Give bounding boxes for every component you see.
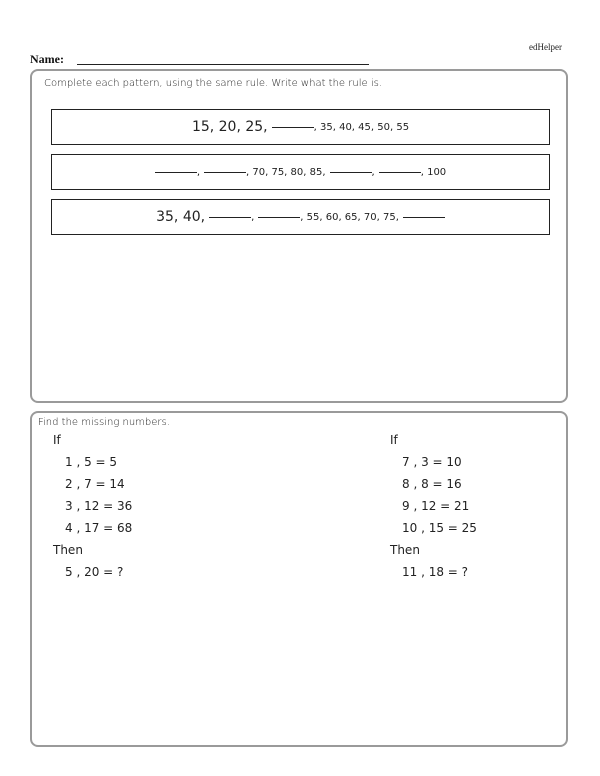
pattern-text: 35, 40, xyxy=(156,209,206,225)
answer-blank[interactable] xyxy=(155,171,197,173)
equation: 1 , 5 = 5 xyxy=(65,455,118,469)
answer-blank[interactable] xyxy=(272,126,314,128)
pattern-row xyxy=(51,154,550,190)
equation: 8 , 8 = 16 xyxy=(402,477,462,491)
equation-column-right xyxy=(390,429,477,583)
if-label: If xyxy=(53,433,61,447)
pattern-text: , xyxy=(371,166,375,178)
pattern-text: , xyxy=(251,211,255,223)
then-label: Then xyxy=(390,543,420,557)
equation: 3 , 12 = 36 xyxy=(65,499,133,513)
patterns-instruction: Complete each pattern, using the same rule. Write what the rule is. xyxy=(44,78,382,89)
then-label: Then xyxy=(53,543,83,557)
pattern-text: , 35, 40, 45, 50, 55 xyxy=(313,121,410,133)
answer-blank[interactable] xyxy=(258,216,300,218)
pattern-row xyxy=(51,199,550,235)
answer-blank[interactable] xyxy=(204,171,246,173)
answer-blank[interactable] xyxy=(403,216,445,218)
equation: 2 , 7 = 14 xyxy=(65,477,125,491)
pattern-text: , 70, 75, 80, 85, xyxy=(246,166,326,178)
pattern-text: , 100 xyxy=(420,166,447,178)
missing-numbers-instruction: Find the missing numbers. xyxy=(38,417,170,428)
missing-numbers-panel xyxy=(30,411,568,747)
equation: 4 , 17 = 68 xyxy=(65,521,133,535)
question-equation: 11 , 18 = ? xyxy=(402,565,469,579)
pattern-text: , 55, 60, 65, 70, 75, xyxy=(300,211,399,223)
answer-blank[interactable] xyxy=(209,216,251,218)
question-equation: 5 , 20 = ? xyxy=(65,565,124,579)
equation: 10 , 15 = 25 xyxy=(402,521,477,535)
brand-label: edHelper xyxy=(529,42,562,52)
answer-blank[interactable] xyxy=(330,171,372,173)
pattern-text: 15, 20, 25, xyxy=(191,119,268,135)
answer-blank[interactable] xyxy=(379,171,421,173)
if-label: If xyxy=(390,433,398,447)
equation: 7 , 3 = 10 xyxy=(402,455,462,469)
equation-column-left xyxy=(53,429,132,583)
name-label: Name: xyxy=(30,52,64,66)
pattern-row xyxy=(51,109,550,145)
equation: 9 , 12 = 21 xyxy=(402,499,470,513)
patterns-panel xyxy=(30,69,568,403)
pattern-text: , xyxy=(196,166,201,178)
name-line xyxy=(77,64,369,65)
